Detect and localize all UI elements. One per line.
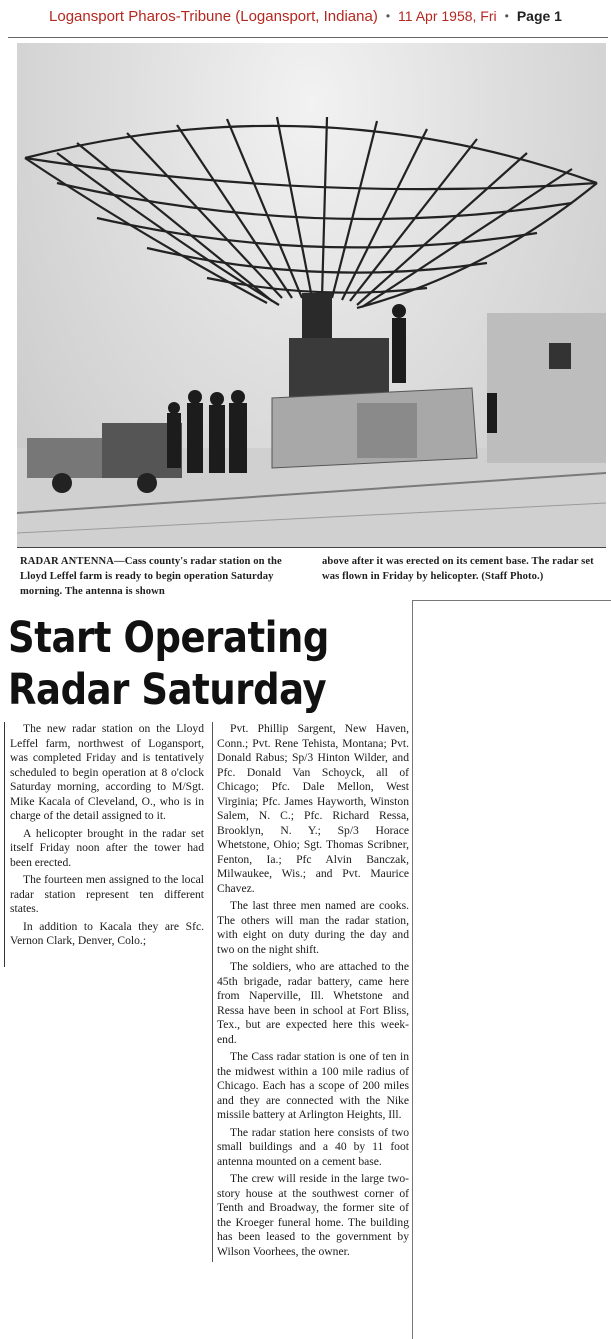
headline-line-2: Radar Saturday <box>8 665 327 715</box>
article-paragraph: The soldiers, who are attached to the 45th brigade, radar battery, came here from Naperville, Ill. Whetstone and Ressa have been in school at Fort Bliss, Tex., but are expected here this week-end. <box>217 960 409 1046</box>
photo-caption-right: above after it was erected on its cement base. The radar set was flown in Friday by helicopter. (Staff Photo.) <box>322 556 594 582</box>
article-paragraph: In addition to Kacala they are Sfc. Vernon Clark, Denver, Colo.; <box>10 919 204 947</box>
article-paragraph: The last three men named are cooks. The others will man the radar station, with eight on duty during the day and two on the night shift. <box>217 899 409 956</box>
article-paragraph: Pvt. Phillip Sargent, New Haven, Conn.; Pvt. Rene Tehista, Montana; Pvt. Donald Rabus; Sp/3 Hinton Wilder, and Pfc. Donald Van Schoyck, all of Chicago; Pfc. Dale Mellon, West Virginia; Pfc. James Hayworth, Winston Salem, N. C.; Pfc. Richard Ressa, Brooklyn, N. Y.; Sp/3 Horace Whetstone, Ohio; Sgt. Thomas Scribner, Fenton, Ia.; Pfc Alvin Banczak, Milwaukee, Wis.; and Pvt. Maurice Chavez. <box>217 722 409 895</box>
radar-antenna-photo <box>17 43 606 548</box>
article-paragraph: The crew will reside in the large two-story house at the southwest corner of Tenth and Broadway, the former site of the Kroeger funeral home. The building has been leased to the government by Wilson Voorhees, the owner. <box>217 1172 409 1258</box>
article-paragraph: The new radar station on the Lloyd Leffel farm, northwest of Logansport, was completed Friday and is tentatively scheduled to begin operation at 8 o'clock Saturday morning, according to M/Sgt. Mike Kacala of Cleveland, O., who is in charge of the detail assigned to it. <box>10 722 204 822</box>
newspaper-header <box>0 0 611 32</box>
publication-date[interactable]: 11 Apr 1958, Fri <box>398 8 497 24</box>
article-paragraph: The fourteen men assigned to the local radar station represent ten different states. <box>10 873 204 915</box>
page-number[interactable]: Page 1 <box>516 8 562 24</box>
article-paragraph: The radar station here consists of two small buildings and a 40 by 11 foot antenna mounted on a cement base. <box>217 1125 409 1168</box>
article-column-2 <box>212 722 409 1262</box>
article-headline <box>8 612 352 716</box>
radar-antenna-illustration <box>17 43 606 548</box>
article-paragraph: A helicopter brought in the radar set itself Friday noon after the tower had been erected. <box>10 826 204 869</box>
headline-line-1: Start Operating <box>8 613 329 663</box>
article-paragraph: The Cass radar station is one of ten in the midwest within a 100 mile radius of Chicago. Each has a scope of 200 miles and they are connected with the Nike missile battery at Arlington Heights, Ill. <box>217 1050 409 1121</box>
header-separator: • <box>504 9 509 23</box>
article-column-1 <box>10 722 204 952</box>
photo-caption-left: RADAR ANTENNA—Cass county's radar station on the Lloyd Leffel farm is ready to begin operation Saturday morning. The antenna is shown <box>20 556 282 597</box>
publication-name[interactable]: Logansport Pharos-Tribune (Logansport, Indiana) <box>49 7 378 25</box>
header-divider <box>8 37 608 38</box>
header-separator: • <box>385 9 391 23</box>
blank-adjacent-column <box>412 600 611 1339</box>
